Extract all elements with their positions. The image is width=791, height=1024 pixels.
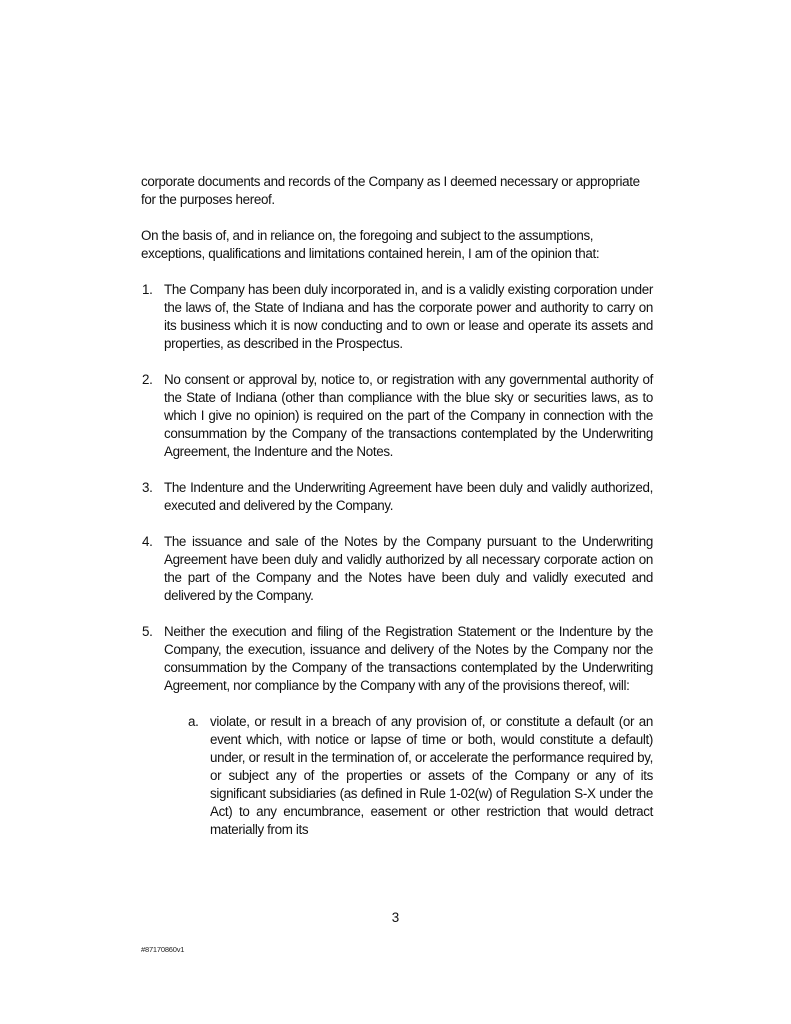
- document-body: [141, 173, 653, 839]
- opinion-item-1: [141, 281, 653, 353]
- opinion-item-4: [141, 533, 653, 605]
- item-number: 4.: [142, 534, 153, 549]
- opinion-item-2: [141, 371, 653, 461]
- subitem-text: violate, or result in a breach of any provision of, or constitute a default (or an event which, with notice or lapse of time or both, would constitute a default) under, or result in the termination of, or accelerate the performance required by, or subject any of the properties or assets of the Company or any of its significant subsidiaries (as defined in Rule 1-02(w) of Regulation S-X under the Act) to any encumbrance, easement or other restriction that would detract materially from its: [210, 714, 653, 837]
- page-number: 3: [391, 910, 400, 925]
- item-number: 3.: [142, 480, 153, 495]
- subitem-letter: a.: [188, 714, 199, 729]
- item-number: 5.: [142, 624, 153, 639]
- item-number: 2.: [142, 372, 153, 387]
- opinion-sublist: [141, 713, 653, 839]
- item-text: The Company has been duly incorporated in, and is a validly existing corporation under the laws of, the State of Indiana and has the corporate power and authority to carry on its business which it is now conducting and to own or lease and operate its assets and properties, as described in the Prospectus.: [164, 282, 653, 351]
- document-id: #87170860v1: [141, 945, 185, 954]
- intro-paragraph-continued: corporate documents and records of the Company as I deemed necessary or appropriate for the purposes hereof.: [141, 174, 640, 207]
- opinion-subitem-a: [164, 713, 653, 839]
- item-text: The issuance and sale of the Notes by the Company pursuant to the Underwriting Agreement have been duly and validly authorized by all necessary corporate action on the part of the Company and the Notes have been duly and validly executed and delivered by the Company.: [164, 534, 653, 603]
- opinion-item-3: [141, 479, 653, 515]
- item-text: Neither the execution and filing of the Registration Statement or the Indenture by the Company, the execution, issuance and delivery of the Notes by the Company nor the consummation by the Company of the transactions contemplated by the Underwriting Agreement, nor compliance by the Company with any of the provisions thereof, will:: [164, 624, 653, 693]
- item-text: No consent or approval by, notice to, or registration with any governmental authority of the State of Indiana (other than compliance with the blue sky or securities laws, as to which I give no opinion) is required on the part of the Company in connection with the consummation by the Company of the transactions contemplated by the Underwriting Agreement, the Indenture and the Notes.: [164, 372, 653, 459]
- opinion-list: [141, 281, 653, 695]
- item-text: The Indenture and the Underwriting Agreement have been duly and validly authorized, executed and delivered by the Company.: [164, 480, 653, 513]
- intro-paragraph-opinion: On the basis of, and in reliance on, the foregoing and subject to the assumptions, exceptions, qualifications and limitations contained herein, I am of the opinion that:: [141, 228, 600, 261]
- item-number: 1.: [142, 282, 153, 297]
- opinion-item-5: [141, 623, 653, 695]
